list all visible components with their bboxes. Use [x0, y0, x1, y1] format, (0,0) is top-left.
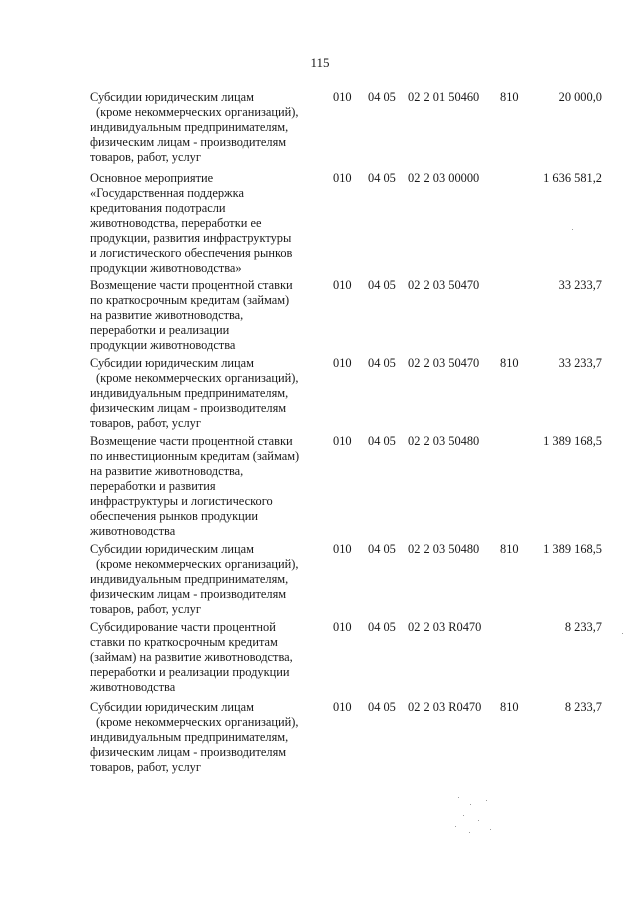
amount: 1 636 581,2	[543, 171, 602, 185]
admin-code: 010	[333, 620, 352, 634]
expense-type-code: 810	[500, 700, 519, 714]
name-line: (кроме некоммерческих организаций),	[96, 715, 299, 729]
section-code: 04 05	[368, 171, 396, 185]
target-article-code: 02 2 03 R0470	[408, 620, 482, 634]
expense-type-code: 810	[500, 356, 519, 370]
name-line: (кроме некоммерческих организаций),	[96, 105, 299, 119]
scan-speck	[490, 829, 491, 830]
name-line: «Государственная поддержка	[90, 186, 244, 200]
amount: 8 233,7	[564, 620, 602, 634]
scan-speck	[470, 804, 471, 805]
scan-speck	[486, 800, 487, 801]
target-article-code: 02 2 03 50480	[408, 434, 480, 448]
amount: 20 000,0	[558, 90, 602, 104]
name-line: Субсидии юридическим лицам	[90, 90, 255, 104]
name-line: кредитования подотрасли	[90, 201, 226, 215]
name-line: обеспечения рынков продукции	[90, 509, 259, 523]
name-line: Субсидии юридическим лицам	[90, 542, 255, 556]
row-name	[90, 434, 322, 539]
row-name	[90, 620, 322, 695]
admin-code: 010	[333, 90, 352, 104]
admin-code: 010	[333, 356, 352, 370]
name-line: переработки и реализации продукции	[90, 665, 290, 679]
name-line: Возмещение части процентной ставки	[90, 434, 293, 448]
target-article-code: 02 2 03 R0470	[408, 700, 482, 714]
name-line: товаров, работ, услуг	[90, 416, 201, 430]
row-name	[90, 356, 322, 431]
name-line: физическим лицам - производителям	[90, 401, 287, 415]
section-code: 04 05	[368, 700, 396, 714]
section-code: 04 05	[368, 542, 396, 556]
name-line: переработки и развития	[90, 479, 216, 493]
name-line: индивидуальным предпринимателям,	[90, 572, 289, 586]
scan-speck	[455, 826, 456, 827]
name-line: (кроме некоммерческих организаций),	[96, 371, 299, 385]
name-line: индивидуальным предпринимателям,	[90, 120, 289, 134]
name-line: животноводства	[90, 680, 176, 694]
name-line: и логистического обеспечения рынков	[90, 246, 293, 260]
page-number: 115	[310, 55, 330, 70]
name-line: животноводства, переработки ее	[90, 216, 262, 230]
section-code: 04 05	[368, 620, 396, 634]
name-line: индивидуальным предпринимателям,	[90, 386, 289, 400]
name-line: физическим лицам - производителям	[90, 745, 287, 759]
name-line: физическим лицам - производителям	[90, 135, 287, 149]
scan-speck	[478, 820, 479, 821]
scan-speck	[622, 633, 623, 634]
name-line: по краткосрочным кредитам (займам)	[90, 293, 290, 307]
scan-speck	[458, 797, 459, 798]
name-line: продукции животноводства	[90, 338, 236, 352]
row-name	[90, 700, 322, 775]
row-name	[90, 171, 322, 276]
target-article-code: 02 2 03 50470	[408, 278, 480, 292]
amount: 1 389 168,5	[543, 542, 602, 556]
name-line: инфраструктуры и логистического	[90, 494, 273, 508]
admin-code: 010	[333, 700, 352, 714]
name-line: (кроме некоммерческих организаций),	[96, 557, 299, 571]
admin-code: 010	[333, 171, 352, 185]
name-line: Субсидии юридическим лицам	[90, 356, 255, 370]
row-name	[90, 90, 322, 165]
name-line: продукции, развития инфраструктуры	[90, 231, 292, 245]
name-line: физическим лицам - производителям	[90, 587, 287, 601]
target-article-code: 02 2 03 50480	[408, 542, 480, 556]
expense-type-code: 810	[500, 90, 519, 104]
name-line: товаров, работ, услуг	[90, 150, 201, 164]
name-line: на развитие животноводства,	[90, 464, 244, 478]
scan-speck	[463, 815, 464, 816]
name-line: ставки по краткосрочным кредитам	[90, 635, 278, 649]
amount: 1 389 168,5	[543, 434, 602, 448]
target-article-code: 02 2 03 00000	[408, 171, 480, 185]
target-article-code: 02 2 01 50460	[408, 90, 480, 104]
name-line: по инвестиционным кредитам (займам)	[90, 449, 300, 463]
target-article-code: 02 2 03 50470	[408, 356, 480, 370]
section-code: 04 05	[368, 356, 396, 370]
name-line: товаров, работ, услуг	[90, 602, 201, 616]
section-code: 04 05	[368, 434, 396, 448]
name-line: (займам) на развитие животноводства,	[90, 650, 293, 664]
name-line: переработки и реализации	[90, 323, 230, 337]
name-line: на развитие животноводства,	[90, 308, 244, 322]
name-line: Возмещение части процентной ставки	[90, 278, 293, 292]
name-line: индивидуальным предпринимателям,	[90, 730, 289, 744]
name-line: Субсидии юридическим лицам	[90, 700, 255, 714]
name-line: животноводства	[90, 524, 176, 538]
admin-code: 010	[333, 434, 352, 448]
name-line: товаров, работ, услуг	[90, 760, 201, 774]
row-name	[90, 278, 322, 353]
scan-speck	[469, 832, 470, 833]
amount: 33 233,7	[558, 356, 602, 370]
row-name	[90, 542, 322, 617]
expense-type-code: 810	[500, 542, 519, 556]
admin-code: 010	[333, 542, 352, 556]
section-code: 04 05	[368, 278, 396, 292]
name-line: Субсидирование части процентной	[90, 620, 276, 634]
amount: 8 233,7	[564, 700, 602, 714]
admin-code: 010	[333, 278, 352, 292]
name-line: Основное мероприятие	[90, 171, 214, 185]
section-code: 04 05	[368, 90, 396, 104]
scan-speck	[572, 229, 573, 230]
name-line: продукции животноводства»	[90, 261, 242, 275]
amount: 33 233,7	[558, 278, 602, 292]
